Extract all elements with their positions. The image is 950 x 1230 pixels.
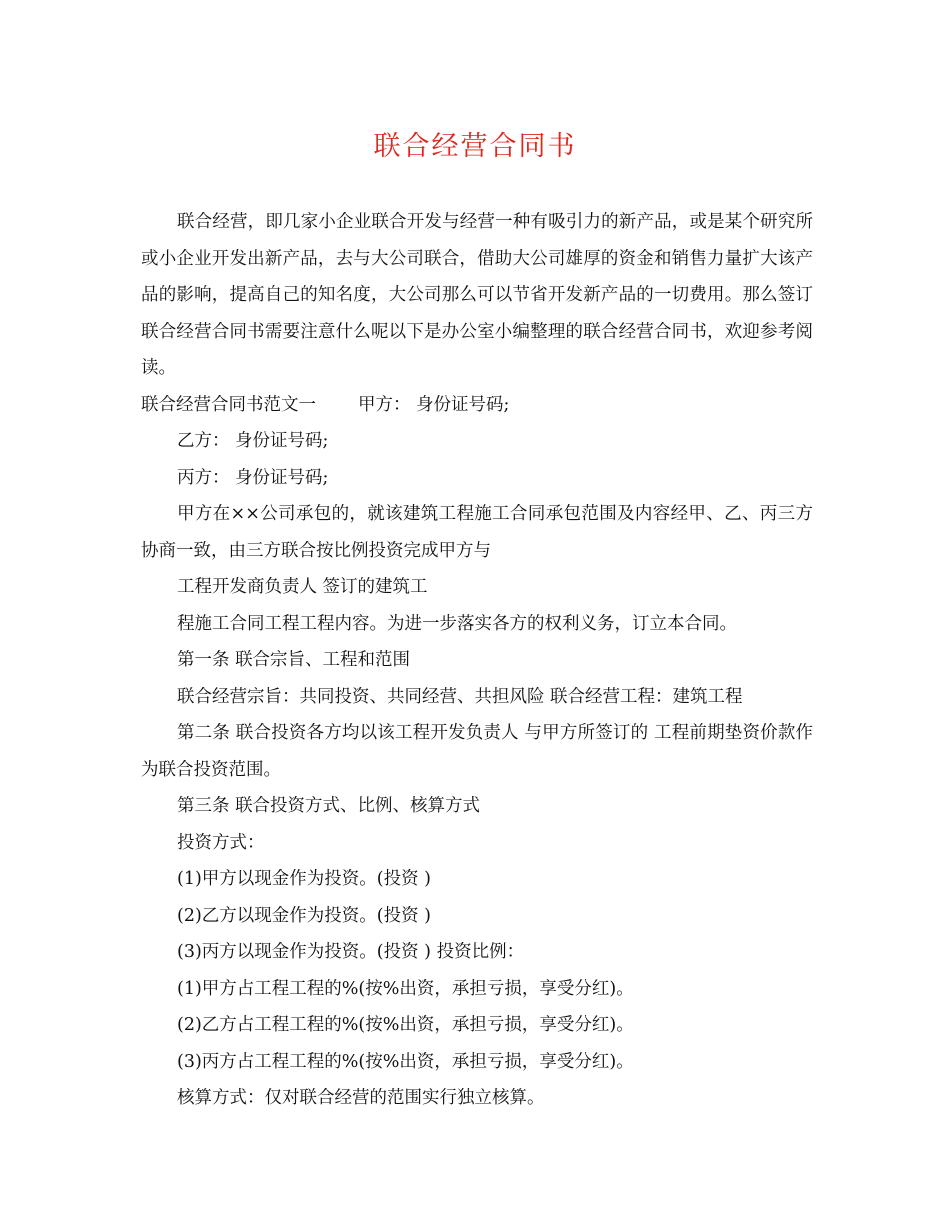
sample-heading: 联合经营合同书范文一 (141, 394, 316, 415)
invest-item-2: (2)乙方以现金作为投资。(投资 ) (177, 905, 432, 926)
ratio-item-2: (2)乙方占工程工程的%(按%出资，承担亏损，享受分红)。 (177, 1015, 634, 1035)
document-title: 联合经营合同书 (373, 131, 577, 162)
contract-paragraph: 甲方在××公司承包的，就该建筑工程施工合同承包范围及内容经甲、乙、丙三方协商一致，由三方联合按比例投资完成甲方与 (141, 504, 813, 561)
sample-heading-line (141, 387, 813, 424)
ratio-item-1: (1)甲方占工程工程的%(按%出资，承担亏损，享受分红)。 (177, 978, 634, 999)
party-a-line: 甲方： 身份证号码; (358, 394, 510, 415)
document-body (141, 204, 813, 1117)
invest-method-label: 投资方式： (177, 832, 265, 853)
ratio-item-3: (3)丙方占工程工程的%(按%出资，承担亏损，享受分红)。 (177, 1051, 634, 1072)
article-1-title: 第一条 联合宗旨、工程和范围 (177, 650, 411, 670)
accounting-line: 核算方式：仅对联合经营的范围实行独立核算。 (177, 1088, 545, 1108)
scope-line: 程施工合同工程工程内容。为进一步落实各方的权利义务，订立本合同。 (177, 613, 737, 634)
invest-item-1: (1)甲方以现金作为投资。(投资 ) (177, 869, 432, 889)
article-1-body: 联合经营宗旨：共同投资、共同经营、共担风险 联合经营工程：建筑工程 (177, 686, 743, 707)
party-c-line: 丙方： 身份证号码; (177, 467, 329, 488)
article-2: 第二条 联合投资各方均以该工程开发负责人 与甲方所签订的 工程前期垫资价款作为联合投资范围。 (141, 723, 813, 780)
article-3-title: 第三条 联合投资方式、比例、核算方式 (177, 796, 481, 816)
party-b-line: 乙方： 身份证号码; (177, 431, 329, 451)
developer-line: 工程开发商负责人 签订的建筑工 (177, 577, 428, 597)
intro-paragraph: 联合经营，即几家小企业联合开发与经营一种有吸引力的新产品，或是某个研究所或小企业开发出新产品，去与大公司联合，借助大公司雄厚的资金和销售力量扩大该产品的影响，提高自己的知名度，大公司那么可以节省开发新产品的一切费用。那么签订联合经营合同书需要注意什么呢以下是办公室小编整理的联合经营合同书，欢迎参考阅读。 (141, 212, 813, 378)
invest-item-3: (3)丙方以现金作为投资。(投资 ) 投资比例： (177, 942, 525, 962)
